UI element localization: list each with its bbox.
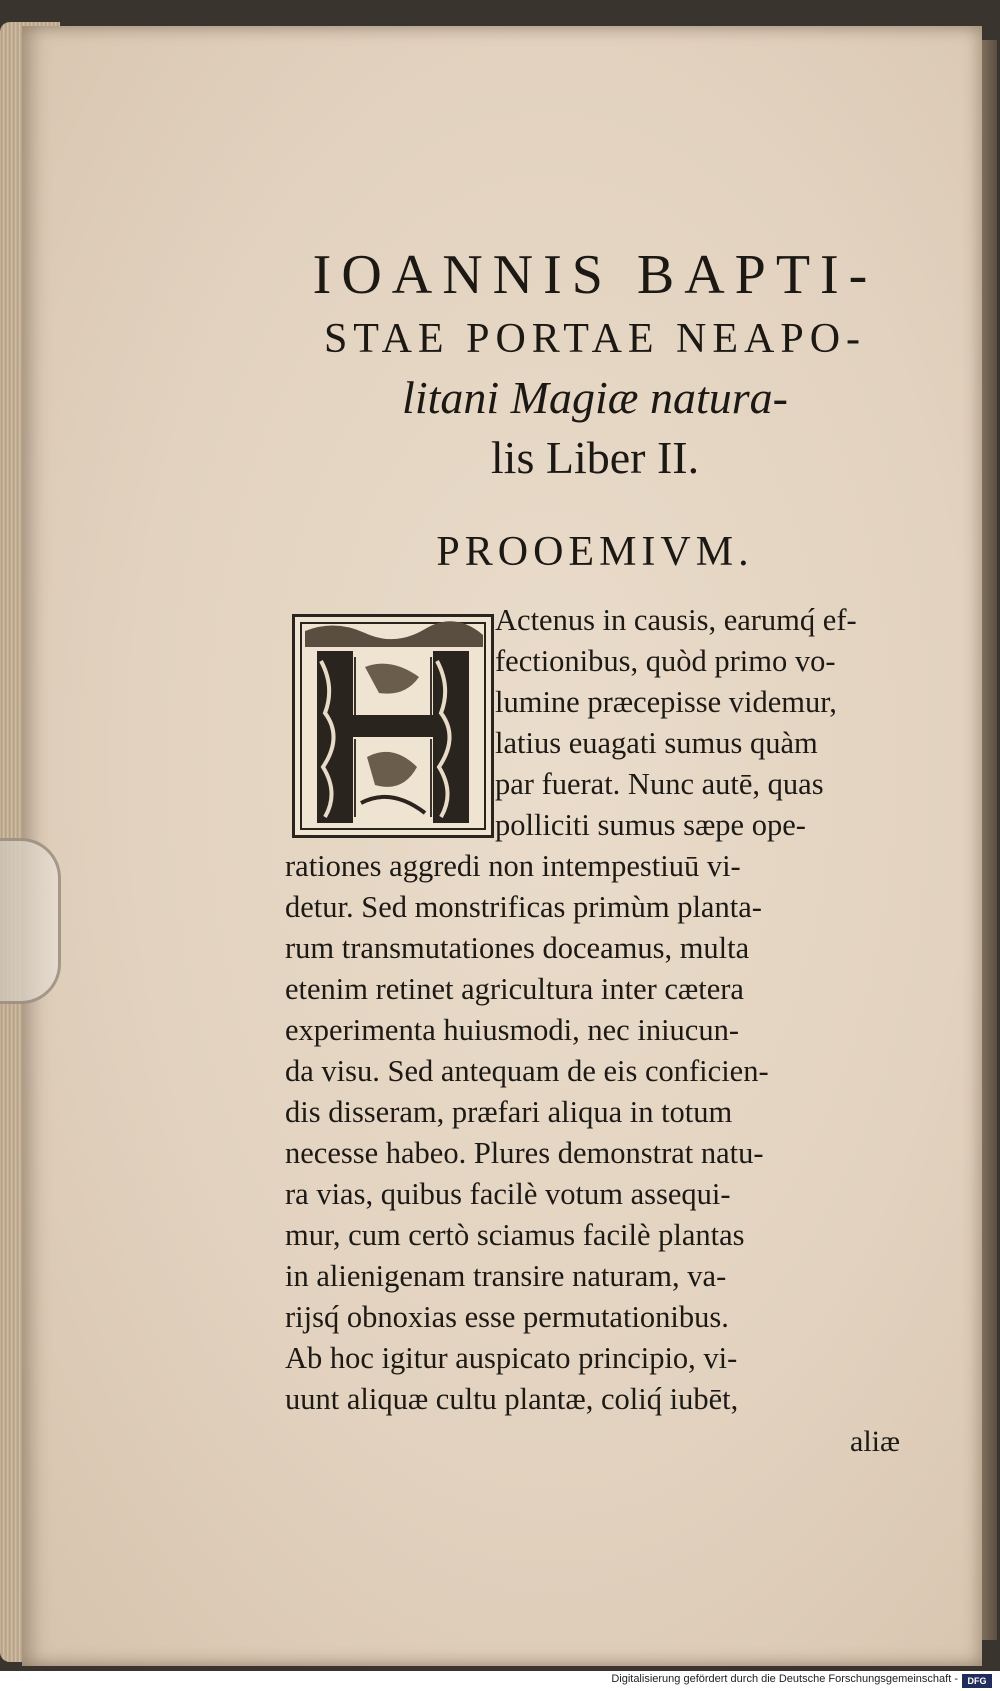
- page-clip-icon: [0, 838, 61, 1004]
- title-line-1: IOANNIS BAPTI-: [312, 244, 878, 306]
- catchword: aliæ: [850, 1425, 900, 1458]
- title-line-2: STAE PORTAE NEAPO-: [323, 316, 867, 362]
- book-title: [250, 240, 940, 488]
- text-line: par fuerat. Nunc autē, quas: [495, 767, 824, 801]
- dfg-logo-icon[interactable]: DFG: [962, 1674, 992, 1688]
- text-line: experimenta huiusmodi, nec iniucun-: [285, 1013, 739, 1047]
- text-line: uunt aliquæ cultu plantæ, coliq́ iubēt,: [285, 1382, 739, 1416]
- text-line: rijsq́ obnoxias esse permutationibus.: [285, 1300, 729, 1334]
- title-line-4: lis Liber II.: [490, 432, 700, 483]
- text-line: in alienigenam transire naturam, va-: [285, 1259, 727, 1293]
- footer-bar: [0, 1671, 1000, 1691]
- text-line: fectionibus, quòd primo vo-: [495, 644, 836, 678]
- text-line: latius euagati sumus quàm: [495, 726, 818, 760]
- text-line: mur, cum certò sciamus facilè plantas: [285, 1218, 745, 1252]
- text-line: da visu. Sed antequam de eis conficien-: [285, 1054, 769, 1088]
- footer-credit: Digitalisierung gefördert durch die Deutsche Forschungsgemeinschaft -: [611, 1673, 958, 1685]
- text-line: rationes aggredi non intempestiuū vi-: [285, 849, 741, 883]
- text-line: necesse habeo. Plures demonstrat natu-: [285, 1136, 764, 1170]
- text-line: Ab hoc igitur auspicato principio, vi-: [285, 1341, 738, 1375]
- text-line: Actenus in causis, earumq́ ef-: [495, 603, 857, 637]
- text-line: detur. Sed monstrificas primùm planta-: [285, 890, 762, 924]
- text-line: ra vias, quibus facilè votum assequi-: [285, 1177, 731, 1211]
- body-text: [285, 600, 925, 1420]
- text-line: dis disseram, præfari aliqua in totum: [285, 1095, 733, 1129]
- text-line: polliciti sumus sæpe ope-: [495, 808, 806, 842]
- text-line: lumine præcepisse videmur,: [495, 685, 837, 719]
- text-line: rum transmutationes doceamus, multa: [285, 931, 750, 965]
- title-line-3: litani Magiæ natura-: [402, 372, 788, 423]
- text-line: etenim retinet agricultura inter cætera: [285, 972, 744, 1006]
- section-heading: PROOEMIVM.: [436, 529, 754, 575]
